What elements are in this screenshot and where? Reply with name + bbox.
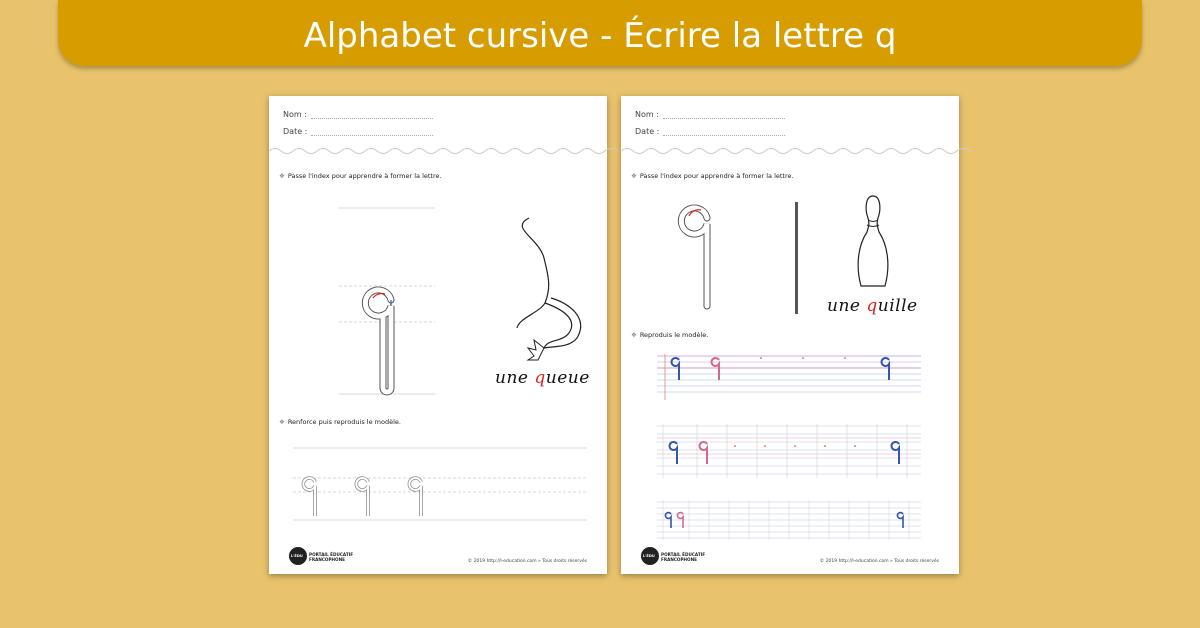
letter-q-trace-model <box>329 204 449 399</box>
worksheet-left <box>269 96 607 574</box>
copyright-credit: © 2019 http://l-education.com » Tous droits réservés <box>819 559 939 564</box>
copyright-credit: © 2019 http://l-education.com » Tous droits réservés <box>467 559 587 564</box>
page-title: Alphabet cursive - Écrire la lettre q <box>303 16 897 56</box>
instruction-trace: ❖ Passe l'index pour apprendre à former la lettre. <box>279 172 442 180</box>
date-label: Date : <box>283 127 308 136</box>
practice-lines-1 <box>657 352 923 402</box>
wavy-divider <box>621 146 959 156</box>
instruction-reinforce: ❖ Renforce puis reproduis le modèle. <box>279 418 401 426</box>
worksheet-right <box>621 96 959 574</box>
practice-lines-left <box>293 446 589 526</box>
instruction-trace: ❖ Passe l'index pour apprendre à former la lettre. <box>631 172 794 180</box>
tail-illustration <box>499 208 589 368</box>
name-field <box>283 110 433 119</box>
date-field <box>635 127 785 136</box>
date-label: Date : <box>635 127 660 136</box>
word-une-quille: une quille <box>827 296 918 316</box>
logo-text: PORTAIL ÉDUCATIF FRANCOPHONE <box>661 552 706 562</box>
wavy-divider <box>269 146 607 156</box>
logo-word: L'ÉDU <box>643 554 655 558</box>
logo-word: L'ÉDU <box>291 554 303 558</box>
bowling-pin-illustration <box>853 194 893 294</box>
title-banner <box>58 0 1142 66</box>
word-une-queue: une queue <box>495 368 590 388</box>
date-field <box>283 127 433 136</box>
letter-q-trace-model <box>677 198 727 314</box>
logo-text: PORTAIL ÉDUCATIF FRANCOPHONE <box>309 552 354 562</box>
name-field <box>635 110 785 119</box>
name-label: Nom : <box>283 110 307 119</box>
name-label: Nom : <box>635 110 659 119</box>
instruction-reproduce: ❖ Reproduis le modèle. <box>631 331 709 339</box>
vertical-divider <box>795 202 798 314</box>
practice-lines-3 <box>657 500 923 540</box>
practice-lines-2 <box>657 424 923 480</box>
